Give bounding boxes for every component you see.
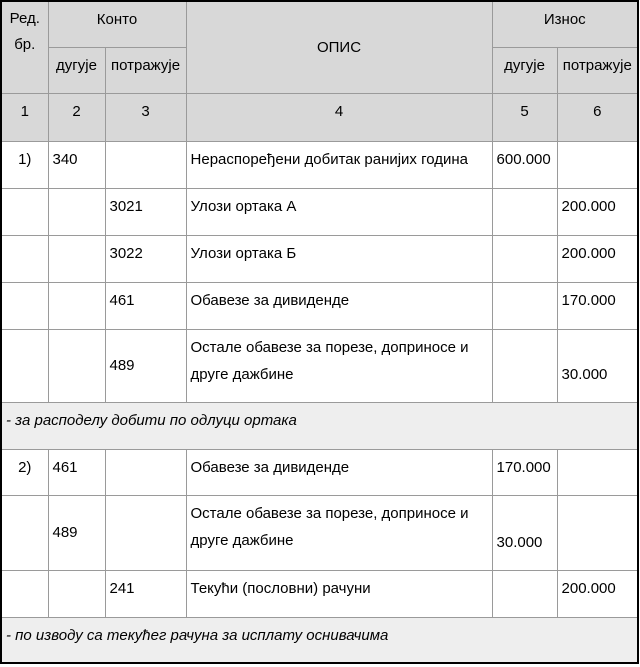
iznos-duguje-cell: 600.000 (492, 141, 557, 188)
column-number: 6 (557, 93, 638, 141)
konto-duguje-cell (48, 235, 105, 282)
iznos-duguje-cell (492, 235, 557, 282)
table-row (1, 282, 638, 329)
opis-cell: Обавезе за дивиденде (186, 282, 492, 329)
opis-cell: Нераспоређени добитак ранијих година (186, 141, 492, 188)
iznos-potrazuje-cell: 200.000 (557, 235, 638, 282)
entry-note-row (1, 402, 638, 449)
iznos-potrazuje-cell (557, 449, 638, 495)
konto-duguje-cell (48, 329, 105, 402)
header-konto-duguje: дугује (48, 47, 105, 93)
konto-duguje-cell (48, 282, 105, 329)
table-row (1, 141, 638, 188)
opis-cell: Улози ортака А (186, 188, 492, 235)
header-red-br: Ред. бр. (1, 1, 48, 93)
header-iznos-duguje: дугује (492, 47, 557, 93)
konto-duguje-cell: 340 (48, 141, 105, 188)
table-row (1, 188, 638, 235)
entry-note: - за расподелу добити по одлуци ортака (1, 402, 638, 449)
opis-cell: Обавезе за дивиденде (186, 449, 492, 495)
entry-number: 2) (1, 449, 48, 495)
opis-cell: Текући (пословни) рачуни (186, 570, 492, 617)
opis-cell: Остале обавезе за порезе, доприносе и друге дажбине (186, 329, 492, 402)
konto-potrazuje-cell (105, 495, 186, 570)
konto-duguje-cell (48, 570, 105, 617)
konto-potrazuje-cell: 489 (105, 329, 186, 402)
konto-potrazuje-cell: 3022 (105, 235, 186, 282)
iznos-potrazuje-cell: 170.000 (557, 282, 638, 329)
iznos-duguje-cell (492, 282, 557, 329)
konto-duguje-cell: 461 (48, 449, 105, 495)
header-iznos-potrazuje: потражује (557, 47, 638, 93)
iznos-duguje-cell (492, 188, 557, 235)
column-number: 1 (1, 93, 48, 141)
iznos-duguje-cell (492, 570, 557, 617)
table-row (1, 329, 638, 402)
table-row (1, 449, 638, 495)
iznos-duguje-cell: 30.000 (492, 495, 557, 570)
opis-cell: Остале обавезе за порезе, доприносе и друге дажбине (186, 495, 492, 570)
iznos-potrazuje-cell (557, 495, 638, 570)
opis-cell: Улози ортака Б (186, 235, 492, 282)
iznos-duguje-cell: 170.000 (492, 449, 557, 495)
entry-note-row (1, 617, 638, 663)
header-iznos: Износ (492, 1, 638, 47)
konto-potrazuje-cell: 3021 (105, 188, 186, 235)
entry-note: - по изводу са текућег рачуна за исплату оснивачима (1, 617, 638, 663)
konto-duguje-cell: 489 (48, 495, 105, 570)
table-row (1, 495, 638, 570)
iznos-potrazuje-cell: 200.000 (557, 188, 638, 235)
konto-potrazuje-cell: 241 (105, 570, 186, 617)
konto-duguje-cell (48, 188, 105, 235)
iznos-potrazuje-cell: 30.000 (557, 329, 638, 402)
konto-potrazuje-cell (105, 449, 186, 495)
iznos-duguje-cell (492, 329, 557, 402)
table-row (1, 570, 638, 617)
iznos-potrazuje-cell: 200.000 (557, 570, 638, 617)
konto-potrazuje-cell: 461 (105, 282, 186, 329)
table-row (1, 235, 638, 282)
column-number: 4 (186, 93, 492, 141)
column-number: 5 (492, 93, 557, 141)
header-opis: ОПИС (186, 1, 492, 93)
column-number: 3 (105, 93, 186, 141)
header-konto-potrazuje: потражује (105, 47, 186, 93)
column-number: 2 (48, 93, 105, 141)
entry-number: 1) (1, 141, 48, 188)
header-konto: Конто (48, 1, 186, 47)
iznos-potrazuje-cell (557, 141, 638, 188)
konto-potrazuje-cell (105, 141, 186, 188)
